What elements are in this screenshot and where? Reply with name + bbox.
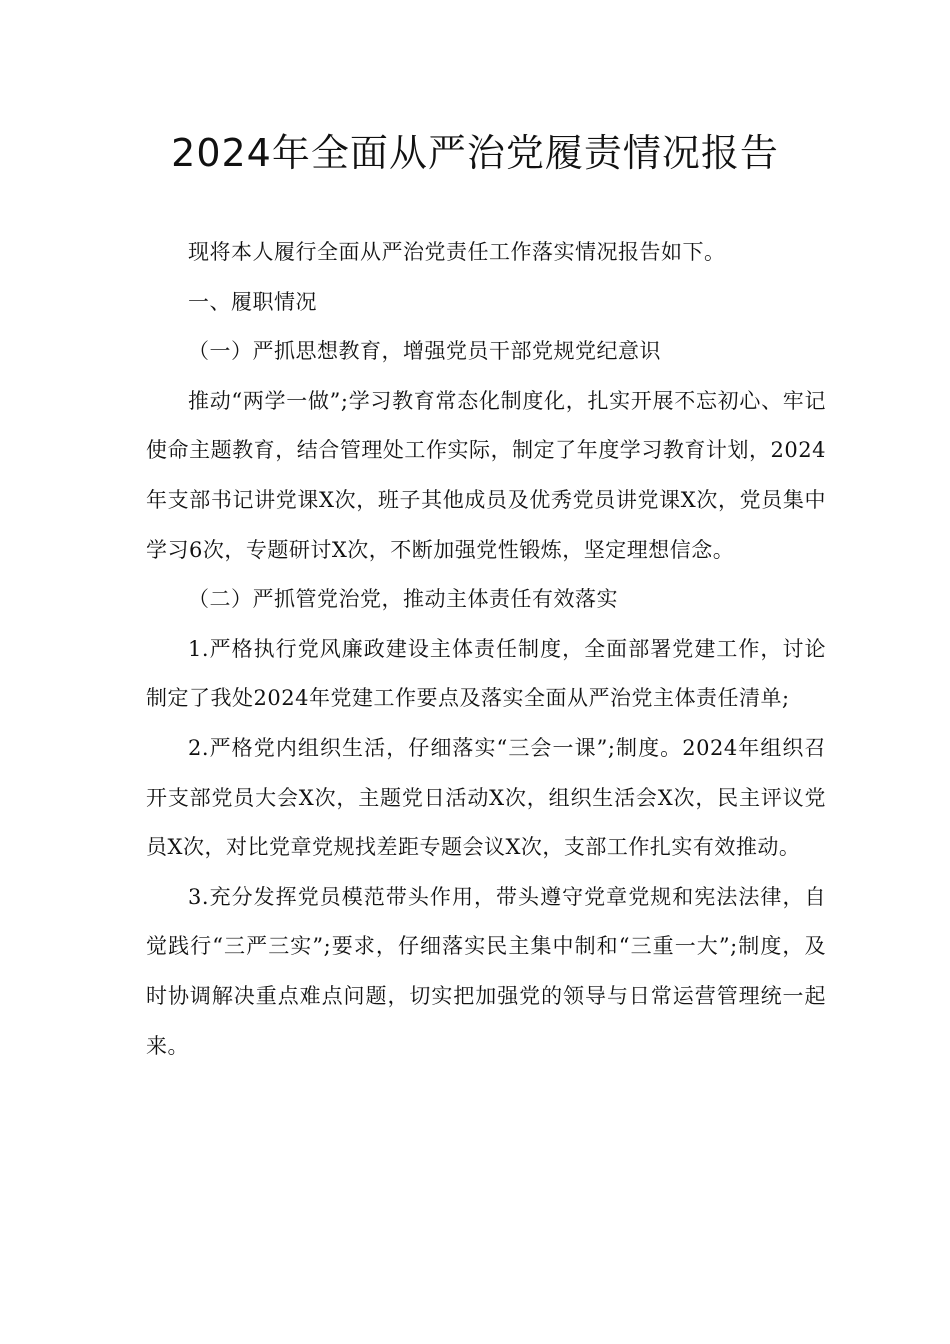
paragraph-education: 推动“两学一做”;学习教育常态化制度化，扎实开展不忘初心、牢记使命主题教育，结合管理处工作实际，制定了年度学习教育计划，2024年支部书记讲党课X次，班子其他成员及优秀党员讲党课X次，党员集中学习6次，专题研讨X次，不断加强党性锻炼，坚定理想信念。: [146, 388, 826, 562]
document-body: [146, 228, 826, 1071]
subheading-2: （二）严抓管党治党，推动主体责任有效落实: [188, 587, 618, 612]
paragraph-item-2: 2.严格党内组织生活，仔细落实“三会一课”;制度。2024年组织召开支部党员大会X次，主题党日活动X次，组织生活会X次，民主评议党员X次，对比党章党规找差距专题会议X次，支部工作扎实有效推动。: [146, 735, 826, 860]
paragraph-intro: 现将本人履行全面从严治党责任工作落实情况报告如下。: [188, 240, 726, 264]
heading-section-1: 一、履职情况: [188, 289, 317, 314]
paragraph-item-1: 1.严格执行党风廉政建设主体责任制度，全面部署党建工作，讨论制定了我处2024年党建工作要点及落实全面从严治党主体责任清单;: [146, 636, 826, 711]
subheading-1: （一）严抓思想教育，增强党员干部党规党纪意识: [188, 339, 661, 364]
paragraph-item-3: 3.充分发挥党员模范带头作用，带头遵守党章党规和宪法法律，自觉践行“三严三实”;要求，仔细落实民主集中制和“三重一大”;制度，及时协调解决重点难点问题，切实把加强党的领导与日常运营管理统一起来。: [146, 884, 826, 1058]
document-title: 2024年全面从严治党履责情况报告: [171, 131, 779, 175]
